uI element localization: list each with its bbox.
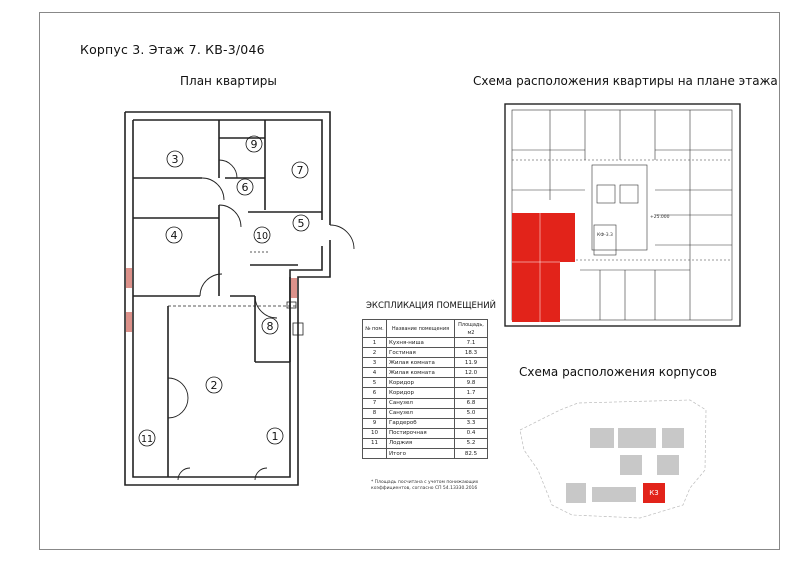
explication-title: ЭКСПЛИКАЦИЯ ПОМЕЩЕНИЙ	[366, 301, 497, 311]
svg-text:10: 10	[255, 231, 269, 242]
plan-title: План квартиры	[180, 74, 277, 88]
svg-text:3: 3	[171, 153, 179, 166]
svg-text:8: 8	[266, 320, 274, 333]
buildings-scheme-title: Схема расположения корпусов	[519, 365, 717, 379]
table-row: 6 Коридор 1.7	[363, 388, 488, 398]
table-row: 3 Жилая комната 11.9	[363, 358, 488, 368]
building-block	[618, 428, 656, 448]
building-block	[662, 428, 684, 448]
building-block	[592, 487, 636, 502]
building-k3-marker: К3	[643, 483, 665, 503]
svg-text:2: 2	[210, 379, 218, 392]
elevation-mark: +25.000	[650, 215, 670, 220]
table-header-row	[363, 320, 488, 338]
header-num: № пом.	[363, 320, 387, 338]
building-block	[590, 428, 614, 448]
table-row: 8 Санузел 5.0	[363, 408, 488, 418]
table-row: 1 Кухня-ниша 7.1	[363, 338, 488, 348]
table-row: 11 Лоджия 5.2	[363, 438, 488, 448]
building-block	[657, 455, 679, 475]
explication-footnote: * Площадь посчитана с учетом понижающих коэффициентов, согласно СП 54.13330.2016	[371, 480, 479, 491]
header-area: Площадь, м2	[455, 320, 488, 338]
header-name: Название помещения	[387, 320, 455, 338]
svg-text:11: 11	[140, 434, 154, 445]
svg-text:7: 7	[296, 164, 304, 177]
explication-table	[362, 319, 488, 459]
table-total-row: Итого 82.5	[363, 449, 488, 459]
table-row: 4 Жилая комната 12.0	[363, 368, 488, 378]
apartment-title: Корпус 3. Этаж 7. КВ-3/046	[80, 42, 265, 57]
svg-text:6: 6	[241, 181, 249, 194]
svg-text:4: 4	[170, 229, 178, 242]
svg-text:1: 1	[271, 430, 279, 443]
table-row: 9 Гардероб 3.3	[363, 418, 488, 428]
table-row: 5 Коридор 9.8	[363, 378, 488, 388]
table-row: 10 Постирочная 0.4	[363, 428, 488, 438]
table-row: 2 Гостиная 18.3	[363, 348, 488, 358]
stair-mark: КФ-3.3	[597, 233, 613, 238]
building-block	[620, 455, 642, 475]
svg-text:9: 9	[250, 138, 258, 151]
table-row: 7 Санузел 6.8	[363, 398, 488, 408]
floor-scheme-title: Схема расположения квартиры на плане этажа	[473, 74, 778, 88]
svg-text:5: 5	[297, 217, 305, 230]
building-block	[566, 483, 586, 503]
